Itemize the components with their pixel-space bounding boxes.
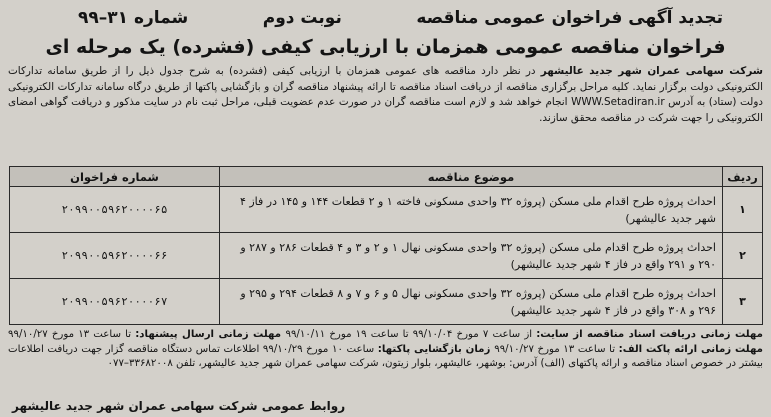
- schedule-paragraph: [8, 328, 763, 400]
- intro-paragraph: [8, 64, 763, 164]
- deadline-label: مهلت زمانی دریافت اسناد مناقصه از سایت:: [536, 329, 763, 340]
- deadline-text: از ساعت ۷ مورخ ۹۹/۱۰/۰۴ تا ساعت ۱۹ مورخ ۹۹/۱۰/۱۱: [285, 329, 537, 340]
- envelope-label: مهلت زمانی ارائه پاکت الف:: [618, 343, 763, 355]
- notice-header: [8, 4, 763, 32]
- notice-round: نوبت دوم: [262, 8, 342, 28]
- row-call-number: ۲۰۹۹۰۰۵۹۶۲۰۰۰۰۶۶: [10, 233, 220, 279]
- row-call-number: ۲۰۹۹۰۰۵۹۶۲۰۰۰۰۶۷: [10, 279, 220, 325]
- submit-text: تا ساعت ۱۳ مورخ ۹۹/۱۰/۲۷: [8, 329, 136, 340]
- row-subject: احداث پروژه طرح اقدام ملی مسکن (پروژه ۳۲ واحدی مسکونی نهال ۵ و ۶ و ۷ و ۸ قطعات ۲۹۴ و ۲۹۵ و ۲۹۶ و ۳۰۸ واقع در فاز ۴ شهر جدید عالیشهر): [220, 279, 723, 325]
- company-name: شرکت سهامی عمران شهر جدید عالیشهر: [540, 65, 763, 77]
- table-row: [10, 233, 763, 279]
- row-call-number: ۲۰۹۹۰۰۵۹۶۲۰۰۰۰۶۵: [10, 187, 220, 233]
- table-row: [10, 279, 763, 325]
- envelope-text: تا ساعت ۱۳ مورخ ۹۹/۱۰/۲۷: [494, 343, 619, 355]
- notice-number: شماره ۳۱–۹۹: [78, 8, 189, 28]
- table-header-row: [10, 167, 763, 187]
- header-call-number: شماره فراخوان: [10, 167, 220, 187]
- submit-label: مهلت زمانی ارسال پیشنهاد:: [135, 329, 286, 340]
- notice-title: تجدید آگهی فراخوان عمومی مناقصه: [416, 8, 723, 28]
- opening-label: زمان بازگشایی پاکتها:: [377, 343, 495, 355]
- header-subject: موضوع مناقصه: [220, 167, 723, 187]
- row-number: ۱: [723, 187, 763, 233]
- row-number: ۲: [723, 233, 763, 279]
- signature: روابط عمومی شرکت سهامی عمران شهر جدید عالیشهر: [12, 399, 346, 413]
- notice-subtitle: فراخوان مناقصه عمومی همزمان با ارزیابی کیفی (فشرده) یک مرحله ای: [45, 36, 726, 58]
- table-row: [10, 187, 763, 233]
- row-subject: احداث پروژه طرح اقدام ملی مسکن (پروژه ۳۲ واحدی مسکونی فاخته ۱ و ۲ قطعات ۱۴۴ و ۱۴۵ در فاز ۴ شهر جدید عالیشهر): [220, 187, 723, 233]
- header-row-number: ردیف: [723, 167, 763, 187]
- opening-text: ساعت ۱۰ مورخ ۹۹/۱۰/۲۹ اطلاعات تماس دستگاه مناقصه گزار جهت دریافت اطلاعات بیشتر در خصوص اسناد مناقصه و ارائه پاکتهای (الف) آدرس: بوشهر، عالیشهر، بلوار زیتون، شرکت سهامی عمران شهر جدید عالیشهر، تلفن ۳۳۶۸۲۰۰۸–۰۷۷: [8, 343, 763, 370]
- intro-text: در نظر دارد مناقصه های عمومی همزمان با ارزیابی کیفی (فشرده) به شرح جدول ذیل را از طریق سامانه تدارکات الکترونیکی دولت برگزار نماید. کلیه مراحل برگزاری مناقصه از دریافت اسناد مناقصه تا ارائه پیشنهاد مناقصه گران و بازگشایی پاکتها از طریق درگاه سامانه تدارکات الکترونیکی دولت (ستاد) به آدرس WWW.Setadiran.ir انجام خواهد شد و لازم است مناقصه گران در صورت عدم عضویت قبلی، مراحل ثبت نام در سایت مذکور و دریافت گواهی امضای الکترونیکی را جهت شرکت در مناقصه محقق سازند.: [8, 65, 763, 124]
- row-subject: احداث پروژه طرح اقدام ملی مسکن (پروژه ۳۲ واحدی مسکونی نهال ۱ و ۲ و ۳ و ۴ قطعات ۲۸۶ و ۲۸۷ و ۲۹۰ و ۲۹۱ واقع در فاز ۴ شهر جدید عالیشهر): [220, 233, 723, 279]
- tender-table: [9, 166, 763, 325]
- row-number: ۳: [723, 279, 763, 325]
